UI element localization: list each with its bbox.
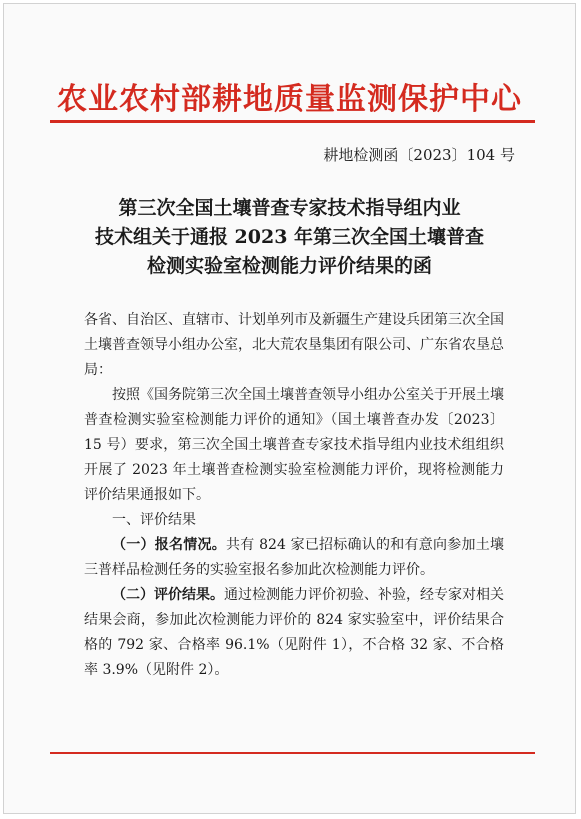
document-body: [84, 308, 504, 683]
item-evaluation-result-label: （二）评价结果。: [112, 587, 224, 603]
title-line-3: 检测实验室检测能力评价结果的函: [146, 255, 432, 277]
red-header-rule: [50, 120, 535, 123]
item-registration: [84, 533, 504, 583]
document-frame: [3, 3, 576, 814]
item-registration-text: 共有 824 家已招标确认的和有意向参加土壤三普样品检测任务的实验室报名参加此次检测能力评价。: [84, 537, 505, 578]
red-footer-rule: [50, 752, 535, 754]
document-page: [4, 4, 575, 813]
section-heading-evaluation-results: 一、评价结果: [112, 512, 196, 528]
salutation: 各省、自治区、直辖市、计划单列市及新疆生产建设兵团第三次全国土壤普查领导小组办公室，北大荒农垦集团有限公司、广东省农垦总局：: [84, 312, 504, 378]
document-title: [4, 194, 575, 281]
paragraph-intro: 按照《国务院第三次全国土壤普查领导小组办公室关于开展土壤普查检测实验室检测能力评价的通知》（国土壤普查办发〔2023〕15 号）要求，第三次全国土壤普查专家技术指导组内业技术组组织开展了 2023 年土壤普查检测实验室检测能力评价，现将检测能力评价结果通报如下。: [84, 387, 504, 503]
title-line-2: 技术组关于通报 2023 年第三次全国土壤普查: [94, 226, 485, 248]
item-evaluation-result: [84, 583, 504, 683]
document-number: 耕地检测函〔2023〕104 号: [323, 146, 515, 164]
item-evaluation-result-text: 通过检测能力评价初验、补验，经专家对相关结果会商，参加此次检测能力评价的 824 家实验室中，评价结果合格的 792 家、合格率 96.1%（见附件 1），不合格 32 家、不合格率 3.9%（见附件 2）。: [84, 587, 504, 678]
item-registration-label: （一）报名情况。: [112, 537, 226, 553]
title-line-1: 第三次全国土壤普查专家技术指导组内业: [118, 197, 461, 219]
issuing-organization: 农业农村部耕地质量监测保护中心: [57, 82, 522, 117]
